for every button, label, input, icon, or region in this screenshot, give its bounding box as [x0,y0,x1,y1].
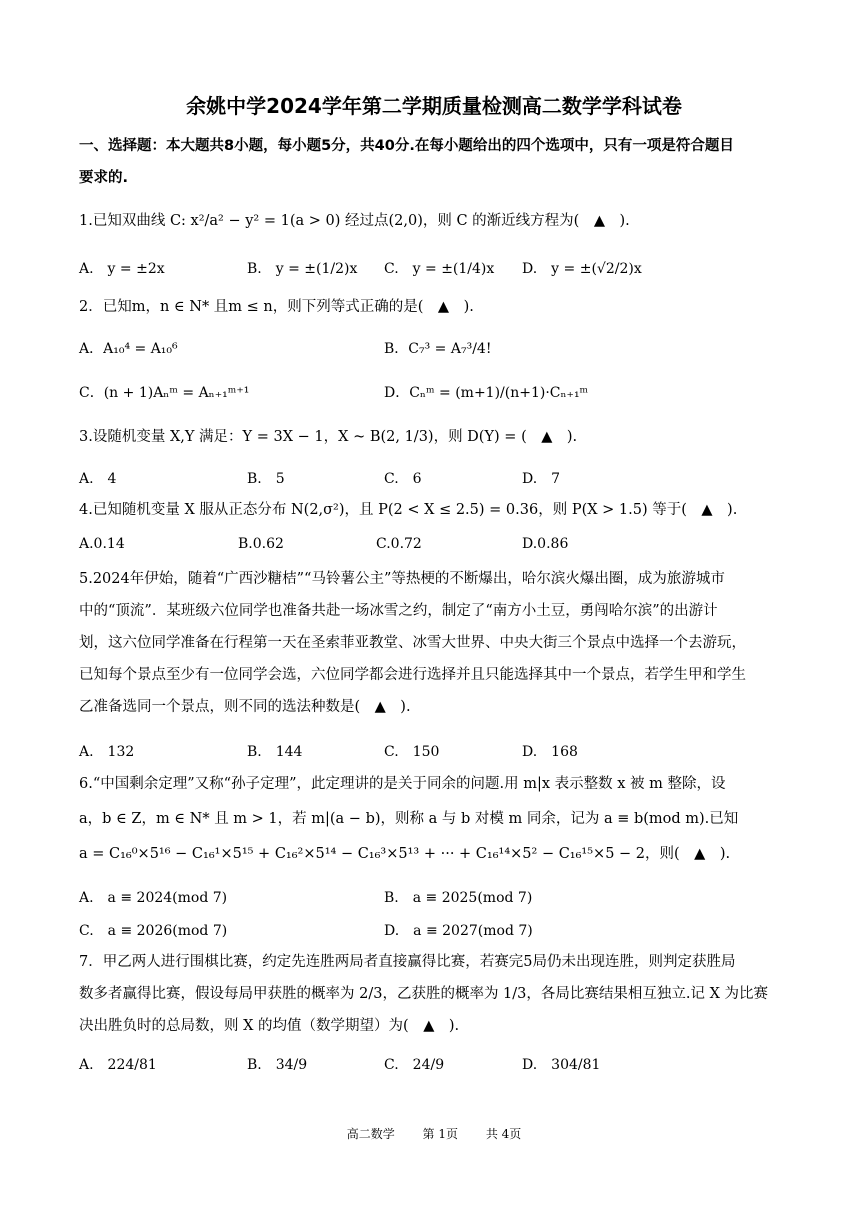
section-header [79,130,799,194]
q5-option-b: B. 144 [247,744,303,760]
q1-option-c: C. y = ±(1/4)x [384,261,495,277]
q2-option-c: C．(n + 1)Aₙᵐ = Aₙ₊₁ᵐ⁺¹ [79,385,250,401]
q7-stem-line: 数多者赢得比赛，假设每局甲获胜的概率为 2/3，乙获胜的概率为 1/3，各局比赛结果相互独立.记 X 为比赛 [79,986,769,1002]
q5-stem-line: 已知每个景点至少有一位同学会选，六位同学都会进行选择并且只能选择其中一个景点，若学生甲和学生 [79,667,746,683]
q6-option-c: C. a ≡ 2026(mod 7) [79,923,228,939]
q2-option-b: B．C₇³ = A₇³/4! [384,341,492,357]
footer-total-pages: 共 4页 [485,1127,522,1141]
q5-stem-line: 乙准备选同一个景点，则不同的选法种数是( ▲ ). [79,699,411,715]
q5-stem-line: 中的“顶流”．某班级六位同学也准备共赴一场冰雪之约，制定了“南方小土豆，勇闯哈尔滨”的出游计 [79,603,718,619]
question-3-stem: 3.设随机变量 X,Y 满足：Y = 3X − 1，X ~ B(2, 1/3)，则 D(Y) = ( ▲ ). [79,429,578,445]
question-1-stem: 1.已知双曲线 C: x²/a² − y² = 1(a > 0) 经过点(2,0)，则 C 的渐近线方程为( ▲ ). [79,213,630,229]
q4-option-b: B.0.62 [238,536,284,552]
footer-subject: 高二数学 [346,1127,395,1141]
question-4-stem: 4.已知随机变量 X 服从正态分布 N(2,σ²)，且 P(2 < X ≤ 2.5) = 0.36，则 P(X > 1.5) 等于( ▲ ). [79,502,738,518]
q6-option-b: B. a ≡ 2025(mod 7) [384,890,533,906]
q2-option-a: A．A₁₀⁴ = A₁₀⁶ [79,341,178,357]
q2-option-d: D．Cₙᵐ = (m+1)/(n+1)·Cₙ₊₁ᵐ [384,385,589,401]
q3-option-a: A. 4 [79,471,117,487]
q6-stem-line: a = C₁₆⁰×5¹⁶ − C₁₆¹×5¹⁵ + C₁₆²×5¹⁴ − C₁₆³×5¹³ + ··· + C₁₆¹⁴×5² − C₁₆¹⁵×5 − 2，则( ▲ ). [79,846,731,862]
q4-option-a: A.0.14 [79,536,125,552]
question-7-stem [79,946,799,1042]
q7-stem-line: 决出胜负时的总局数，则 X 的均值（数学期望）为( ▲ ). [79,1018,460,1034]
question-5-stem [79,563,799,723]
page-footer [0,1125,868,1142]
q7-stem-line: 7．甲乙两人进行围棋比赛，约定先连胜两局者直接赢得比赛，若赛完5局仍未出现连胜，则判定获胜局 [79,954,736,970]
q6-stem-line: a，b ∈ Z，m ∈ N* 且 m > 1，若 m|(a − b)，则称 a 与 b 对模 m 同余，记为 a ≡ b(mod m).已知 [79,811,739,827]
q6-option-a: A. a ≡ 2024(mod 7) [79,890,228,906]
q7-option-b: B. 34/9 [247,1057,308,1073]
section-header-line1: 一、选择题：本大题共8小题，每小题5分，共40分.在每小题给出的四个选项中，只有一项是符合题目 [79,138,734,154]
q6-stem-line: 6.“中国剩余定理”又称“孙子定理”，此定理讲的是关于同余的问题.用 m|x 表示整数 x 被 m 整除，设 [79,776,726,792]
q7-option-c: C. 24/9 [384,1057,445,1073]
footer-page-number: 第 1页 [422,1127,458,1141]
question-2-stem: 2．已知m，n ∈ N* 且m ≤ n，则下列等式正确的是( ▲ ). [79,299,474,315]
q3-option-d: D. 7 [522,471,561,487]
q7-option-a: A. 224/81 [79,1057,157,1073]
q5-option-d: D. 168 [522,744,578,760]
page-title: 余姚中学2024学年第二学期质量检测高二数学学科试卷 [186,94,682,118]
q5-option-c: C. 150 [384,744,440,760]
q1-option-d: D. y = ±(√2/2)x [522,261,642,277]
q3-option-b: B. 5 [247,471,285,487]
q3-option-c: C. 6 [384,471,422,487]
question-6-stem [79,768,799,870]
q4-option-c: C.0.72 [376,536,422,552]
section-header-line2: 要求的. [79,170,129,186]
q5-stem-line: 5.2024年伊始，随着“广西沙糖桔”“马铃薯公主”等热梗的不断爆出，哈尔滨火爆出圈，成为旅游城市 [79,571,725,587]
q5-option-a: A. 132 [79,744,135,760]
q7-option-d: D. 304/81 [522,1057,601,1073]
q1-option-b: B. y = ±(1/2)x [247,261,358,277]
q6-option-d: D. a ≡ 2027(mod 7) [384,923,533,939]
q5-stem-line: 划，这六位同学准备在行程第一天在圣索菲亚教堂、冰雪大世界、中央大街三个景点中选择一个去游玩， [79,635,746,651]
q4-option-d: D.0.86 [522,536,569,552]
q1-option-a: A. y = ±2x [79,261,165,277]
